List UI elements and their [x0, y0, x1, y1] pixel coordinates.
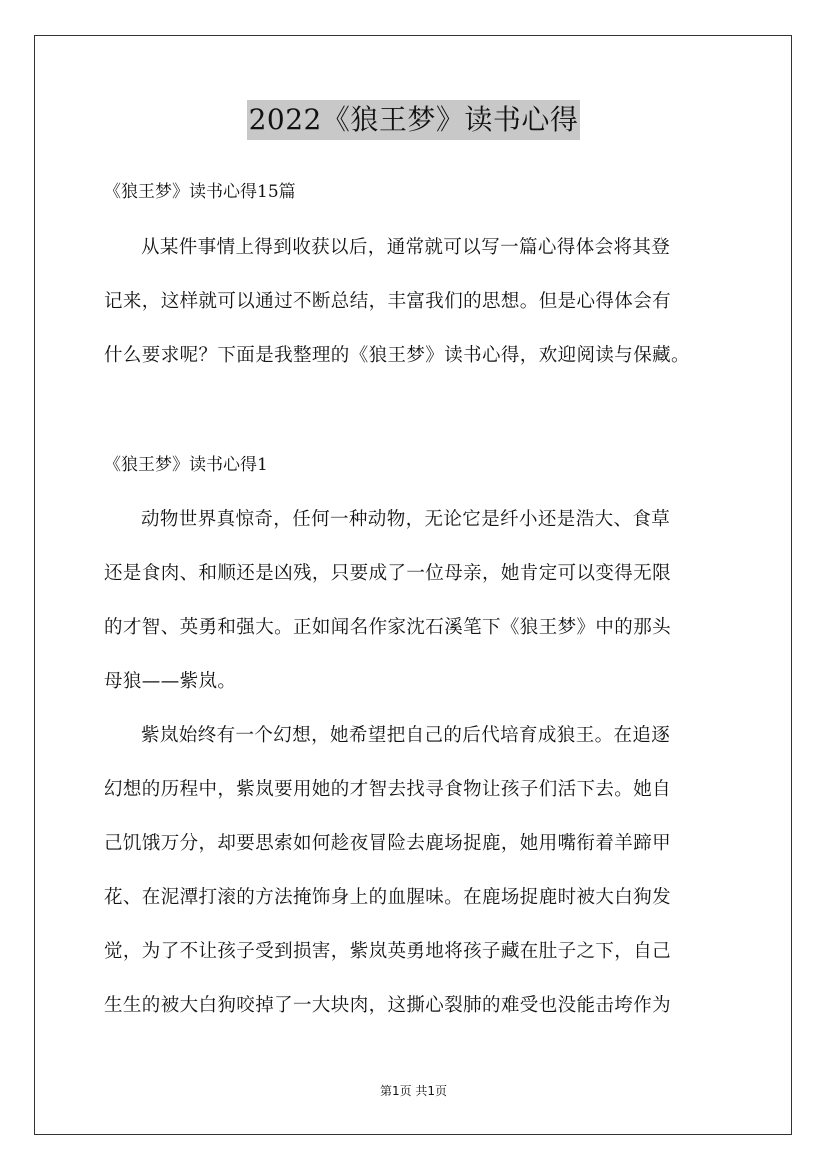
paragraph2-line: 幻想的历程中，紫岚要用她的才智去找寻食物让孩子们活下去。她自 — [104, 779, 672, 800]
paragraph2-line: 生生的被大白狗咬掉了一大块肉，这撕心裂肺的难受也没能击垮作为 — [104, 995, 672, 1016]
intro-line: 什么要求呢？下面是我整理的《狼王梦》读书心得，欢迎阅读与保藏。 — [104, 345, 690, 366]
paragraph2-line: 花、在泥潭打滚的方法掩饰身上的血腥味。在鹿场捉鹿时被大白狗发 — [104, 887, 672, 908]
paragraph2-line: 己饥饿万分，却要思索如何趁夜冒险去鹿场捉鹿，她用嘴衔着羊蹄甲 — [104, 833, 672, 854]
document-subtitle: 《狼王梦》读书心得15篇 — [104, 182, 296, 202]
page-number-footer: 第1页 共1页 — [379, 1084, 448, 1098]
document-title: 2022《狼王梦》读书心得 — [247, 100, 581, 140]
paragraph1-line: 母狼——紫岚。 — [104, 671, 237, 692]
section-heading: 《狼王梦》读书心得1 — [104, 455, 268, 475]
intro-line: 记来，这样就可以通过不断总结，丰富我们的思想。但是心得体会有 — [104, 291, 672, 312]
title-container — [0, 100, 827, 140]
paragraph1-line: 的才智、英勇和强大。正如闻名作家沈石溪笔下《狼王梦》中的那头 — [104, 617, 672, 638]
intro-line: 从某件事情上得到收获以后，通常就可以写一篇心得体会将其登 — [141, 237, 671, 258]
paragraph1-line: 还是食肉、和顺还是凶残，只要成了一位母亲，她肯定可以变得无限 — [104, 563, 672, 584]
paragraph2-line: 觉，为了不让孩子受到损害，紫岚英勇地将孩子藏在肚子之下，自己 — [104, 941, 672, 962]
paragraph2-line: 紫岚始终有一个幻想，她希望把自己的后代培育成狼王。在追逐 — [141, 725, 671, 746]
paragraph1-line: 动物世界真惊奇，任何一种动物，无论它是纤小还是浩大、食草 — [141, 509, 671, 530]
